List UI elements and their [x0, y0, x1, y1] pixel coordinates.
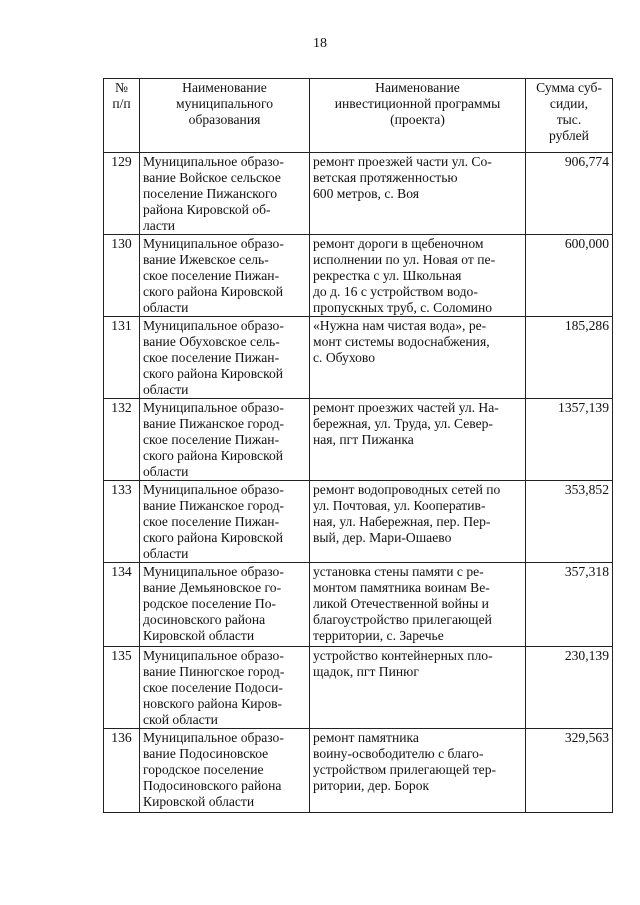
- table-row: [104, 563, 613, 647]
- row-number: 134: [104, 563, 140, 647]
- subsidy-sum: 185,286: [526, 317, 613, 399]
- program-name: «Нужна нам чистая вода», ре- монт системы водоснабжения, с. Обухово: [310, 317, 526, 399]
- subsidy-sum: 906,774: [526, 153, 613, 235]
- municipality-name: Муниципальное образо- вание Войское сельское поселение Пижанского района Кировской об- ласти: [140, 153, 310, 235]
- row-number: 129: [104, 153, 140, 235]
- table-header-row: [104, 79, 613, 153]
- page-number: 18: [313, 36, 327, 51]
- table-row: [104, 481, 613, 563]
- program-name: устройство контейнерных пло- щадок, пгт Пинюг: [310, 647, 526, 729]
- municipality-name: Муниципальное образо- вание Подосиновское городское поселение Подосиновского района Кировской области: [140, 729, 310, 813]
- municipality-name: Муниципальное образо- вание Пижанское город- ское поселение Пижан- ского района Кировской области: [140, 399, 310, 481]
- subsidy-sum: 600,000: [526, 235, 613, 317]
- table-row: [104, 235, 613, 317]
- subsidy-sum: 353,852: [526, 481, 613, 563]
- header-municipality: Наименование муниципального образования: [140, 79, 310, 153]
- subsidy-sum: 329,563: [526, 729, 613, 813]
- table-row: [104, 729, 613, 813]
- subsidy-table: [103, 78, 613, 813]
- subsidy-sum: 357,318: [526, 563, 613, 647]
- row-number: 132: [104, 399, 140, 481]
- row-number: 130: [104, 235, 140, 317]
- table-row: [104, 153, 613, 235]
- row-number: 131: [104, 317, 140, 399]
- row-number: 136: [104, 729, 140, 813]
- municipality-name: Муниципальное образо- вание Ижевское сель- ское поселение Пижан- ского района Кировской области: [140, 235, 310, 317]
- municipality-name: Муниципальное образо- вание Пинюгское город- ское поселение Подоси- новского района Киров- ской области: [140, 647, 310, 729]
- program-name: ремонт проезжей части ул. Со- ветская протяженностью 600 метров, с. Воя: [310, 153, 526, 235]
- header-program: Наименование инвестиционной программы (проекта): [310, 79, 526, 153]
- table-row: [104, 399, 613, 481]
- program-name: ремонт водопроводных сетей по ул. Почтовая, ул. Кооператив- ная, ул. Набережная, пер. Пер- вый, дер. Мари-Ошаево: [310, 481, 526, 563]
- program-name: ремонт проезжих частей ул. На- бережная, ул. Труда, ул. Север- ная, пгт Пижанка: [310, 399, 526, 481]
- program-name: ремонт дороги в щебеночном исполнении по ул. Новая от пе- рекрестка с ул. Школьная до д. 16 с устройством водо- пропускных труб, с. Соломино: [310, 235, 526, 317]
- row-number: 133: [104, 481, 140, 563]
- table-row: [104, 317, 613, 399]
- municipality-name: Муниципальное образо- вание Демьяновское го- родское поселение По- досиновского района Кировской области: [140, 563, 310, 647]
- municipality-name: Муниципальное образо- вание Пижанское город- ское поселение Пижан- ского района Кировской области: [140, 481, 310, 563]
- subsidy-sum: 1357,139: [526, 399, 613, 481]
- header-number: № п/п: [104, 79, 140, 153]
- program-name: установка стены памяти с ре- монтом памятника воинам Ве- ликой Отечественной войны и благоустройство прилегающей территории, с. Заречье: [310, 563, 526, 647]
- program-name: ремонт памятника воину-освободителю с благо- устройством прилегающей тер- ритории, дер. Борок: [310, 729, 526, 813]
- subsidy-sum: 230,139: [526, 647, 613, 729]
- table-row: [104, 647, 613, 729]
- header-subsidy-sum: Сумма суб- сидии, тыс. рублей: [526, 79, 613, 153]
- municipality-name: Муниципальное образо- вание Обуховское сель- ское поселение Пижан- ского района Кировской области: [140, 317, 310, 399]
- row-number: 135: [104, 647, 140, 729]
